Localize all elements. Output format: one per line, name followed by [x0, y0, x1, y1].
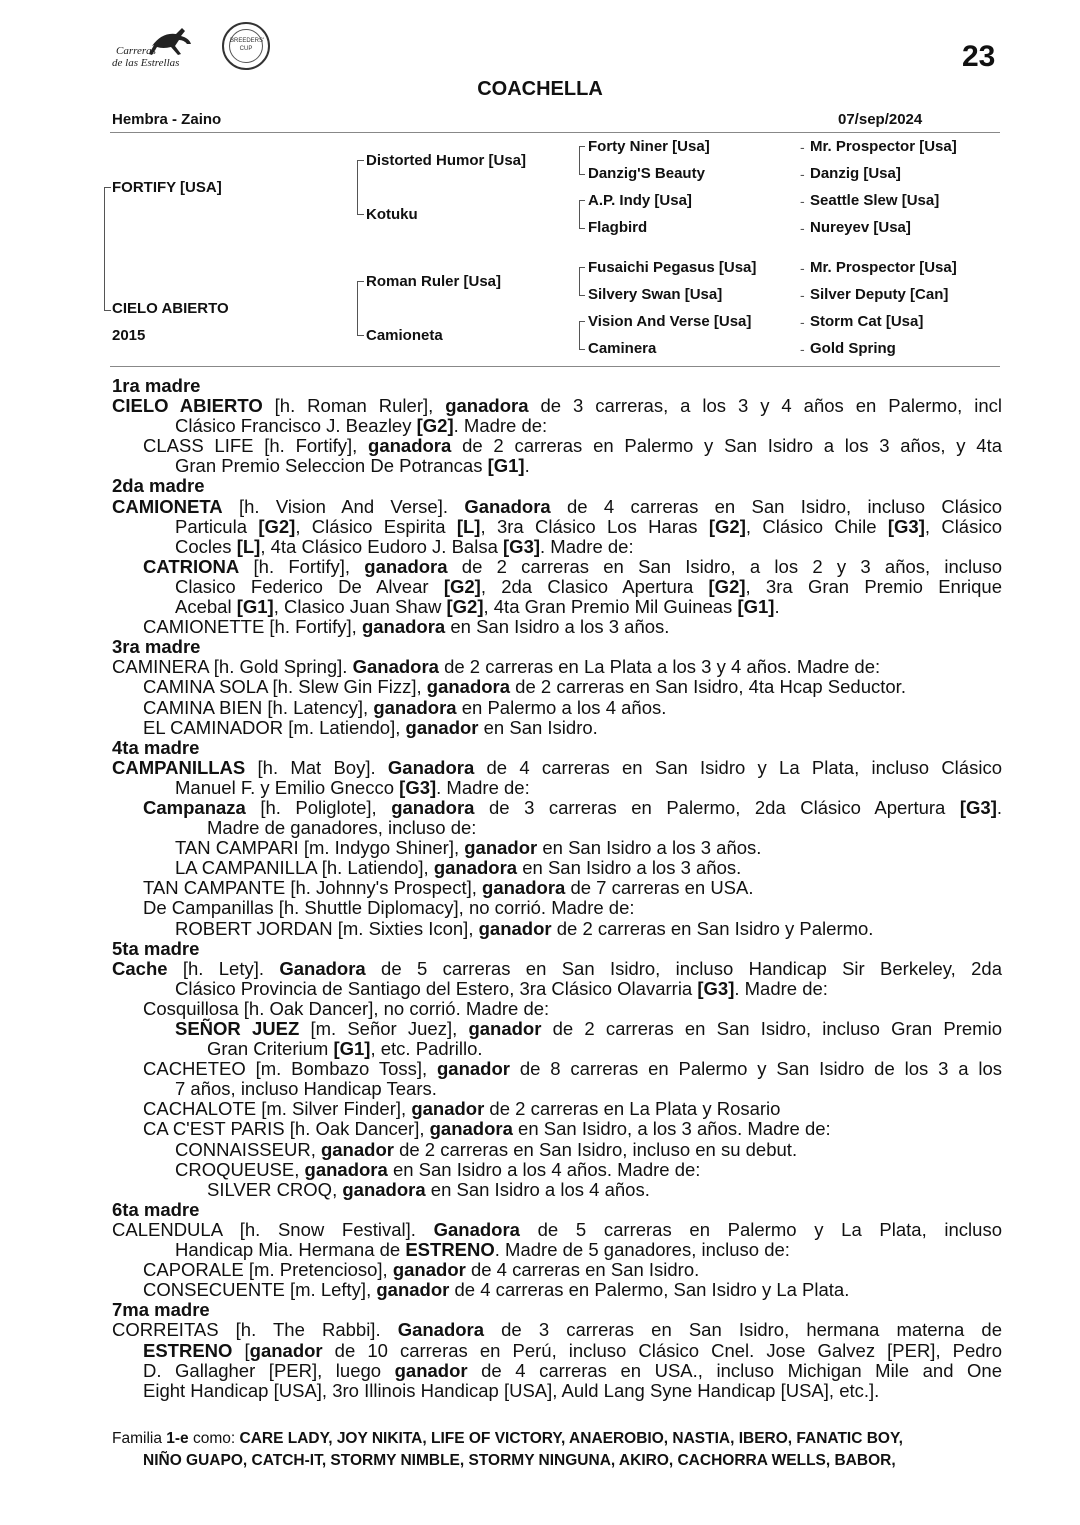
bracket-gen3 — [579, 146, 585, 175]
section-heading: 1ra madre — [112, 375, 201, 396]
bracket-gen3 — [579, 200, 585, 229]
section-heading: 7ma madre — [112, 1299, 210, 1321]
produce-entry: TAN CAMPARI [m. Indygo Shiner], ganador en San Isidro a los 3 años. — [175, 837, 762, 859]
produce-entry: CONSECUENTE [m. Lefty], ganador de 4 carreras en Palermo, San Isidro y La Plata. — [143, 1279, 850, 1301]
produce-entry: CROQUEUSE, ganadora en San Isidro a los 4 años. Madre de: — [175, 1158, 701, 1180]
dam-entry: CIELO ABIERTO [h. Roman Ruler], ganadora de 3 carreras, a los 3 y 4 años en Palermo, incl — [112, 395, 1002, 417]
pedigree-gen3: Fusaichi Pegasus [Usa] — [588, 259, 757, 276]
bracket-gen3 — [579, 267, 585, 296]
dam-entry-cont: Manuel F. y Emilio Gnecco [G3]. Madre de: — [175, 776, 530, 798]
pedigree-gen3: Danzig'S Beauty — [588, 165, 705, 182]
logo-text-bottom: de las Estrellas — [112, 57, 180, 69]
pedigree-dam: CIELO ABIERTO — [112, 300, 229, 317]
horse-name: COACHELLA — [477, 78, 603, 100]
produce-entry: CAMINA SOLA [h. Slew Gin Fizz], ganadora de 2 carreras en San Isidro, 4ta Hcap Seductor. — [143, 676, 906, 698]
section-heading: 6ta madre — [112, 1198, 200, 1220]
page-number: 23 — [962, 40, 996, 73]
pedigree-gen3: Vision And Verse [Usa] — [588, 313, 752, 330]
pedigree-sire: FORTIFY [USA] — [112, 179, 222, 196]
sex-color: Hembra - Zaino — [112, 111, 222, 128]
pedigree-gen2: Camioneta — [366, 327, 443, 344]
section-heading: 4ta madre — [112, 736, 200, 758]
produce-entry: CACHALOTE [m. Silver Finder], ganador de 2 carreras en La Plata y Rosario — [143, 1098, 781, 1120]
produce-entry: SILVER CROQ, ganadora en San Isidro a los 4 años. — [207, 1178, 650, 1200]
pedigree-gen2: Distorted Humor [Usa] — [366, 152, 527, 169]
logo-text-top: Carreras — [116, 45, 156, 57]
produce-entry: De Campanillas [h. Shuttle Diplomacy], no corrió. Madre de: — [143, 897, 635, 919]
pedigree-divider — [110, 366, 1000, 367]
produce-entry: CAMINA BIEN [h. Latency], ganadora en Palermo a los 4 años. — [143, 696, 667, 718]
produce-entry: CA C'EST PARIS [h. Oak Dancer], ganadora en San Isidro, a los 3 años. Madre de: — [143, 1118, 831, 1140]
pedigree-gen3: Caminera — [588, 340, 657, 357]
produce-entry: CAMIONETTE [h. Fortify], ganadora en San Isidro a los 3 años. — [143, 616, 670, 638]
bracket-gen3 — [579, 321, 585, 350]
pedigree-dam-year: 2015 — [112, 327, 146, 344]
family-members: CARE LADY, JOY NIKITA, LIFE OF VICTORY, ANAEROBIO, NASTIA, IBERO, FANATIC BOY, — [239, 1430, 903, 1447]
breeders-cup-badge — [222, 22, 270, 70]
dam-entry: CALENDULA [h. Snow Festival]. Ganadora de 5 carreras en Palermo y La Plata, incluso — [112, 1218, 1002, 1240]
pedigree-gen4: Mr. Prospector [Usa] — [810, 259, 957, 276]
pedigree-gen3: Silvery Swan [Usa] — [588, 286, 723, 303]
family-line-1: Familia 1-e como: CARE LADY, JOY NIKITA, LIFE OF VICTORY, ANAEROBIO, NASTIA, IBERO, FANATIC BOY, — [112, 1430, 903, 1447]
produce-entry: SEÑOR JUEZ [m. Señor Juez], ganador de 2 carreras en San Isidro, incluso Gran Premio — [175, 1018, 1002, 1039]
produce-entry: CATRIONA [h. Fortify], ganadora de 2 carreras en San Isidro, a los 2 y 3 años, incluso — [143, 555, 1002, 577]
sire-dam-bracket — [104, 187, 111, 311]
section-heading: 3ra madre — [112, 636, 201, 658]
produce-entry: EL CAMINADOR [m. Latiendo], ganador en San Isidro. — [143, 716, 598, 738]
produce-entry: Cosquillosa [h. Oak Dancer], no corrió. Madre de: — [143, 997, 550, 1019]
pedigree-gen2: Kotuku — [366, 206, 418, 223]
dam-entry: CAMIONETA [h. Vision And Verse]. Ganadora de 4 carreras en San Isidro, incluso Clásico — [112, 495, 1003, 517]
pedigree-gen4: Seattle Slew [Usa] — [810, 192, 940, 209]
header-divider — [110, 132, 1000, 133]
produce-entry: Campanaza [h. Poliglote], ganadora de 3 carreras en Palermo, 2da Clásico Apertura [G3]. — [143, 796, 1002, 818]
dam-entry: CAMINERA [h. Gold Spring]. Ganadora de 2 carreras en La Plata a los 3 y 4 años. Madre de: — [112, 656, 881, 678]
dam-entry-cont: Clásico Provincia de Santiago del Estero, 3ra Clásico Olavarria [G3]. Madre de: — [175, 977, 828, 999]
produce-entry: CONNAISSEUR, ganador de 2 carreras en San Isidro, incluso en su debut. — [175, 1138, 798, 1160]
pedigree-gen3: A.P. Indy [Usa] — [588, 192, 692, 209]
bracket-gen2-a — [357, 160, 364, 215]
dam-entry-cont: D. Gallagher [PER], luego ganador de 4 carreras en USA., incluso Michigan Mile and One — [143, 1359, 1002, 1381]
dam-entry-cont: Clásico Francisco J. Beazley [G2]. Madre de: — [175, 415, 548, 437]
produce-entry-cont: Acebal [G1], Clasico Juan Shaw [G2], 4ta Gran Premio Mil Guineas [G1]. — [175, 596, 780, 618]
pedigree-gen3: Flagbird — [588, 219, 648, 236]
produce-entry: TAN CAMPANTE [h. Johnny's Prospect], ganadora de 7 carreras en USA. — [143, 877, 754, 899]
produce-entry: CLASS LIFE [h. Fortify], ganadora de 2 carreras en Palermo y San Isidro a los 3 años, y 4ta — [143, 435, 1002, 457]
produce-entry: CACHETEO [m. Bombazo Toss], ganador de 8 carreras en Palermo y San Isidro de los 3 a los — [143, 1058, 1002, 1080]
dam-entry-cont: ESTRENO [ganador de 10 carreras en Perú, incluso Clásico Cnel. Jose Galvez [PER], Pedro — [143, 1339, 1003, 1361]
dam-entry-cont: Eight Handicap [USA], 3ro Illinois Handicap [USA], Auld Lang Syne Handicap [USA], etc.]. — [143, 1379, 880, 1401]
produce-entry-cont: Clasico Federico De Alvear [G2], 2da Clasico Apertura [G2], 3ra Gran Premio Enrique — [175, 575, 1002, 597]
dam-entry: CAMPANILLAS [h. Mat Boy]. Ganadora de 4 carreras en San Isidro y La Plata, incluso Clásico — [112, 756, 1002, 778]
produce-entry-cont: Gran Premio Seleccion De Potrancas [G1]. — [175, 455, 530, 477]
dam-entry-cont: Handicap Mia. Hermana de ESTRENO. Madre de 5 ganadores, incluso de: — [175, 1239, 790, 1261]
produce-entry: ROBERT JORDAN [m. Sixties Icon], ganador de 2 carreras en San Isidro y Palermo. — [175, 917, 874, 939]
maternal-line — [112, 376, 1002, 1401]
produce-entry: CAPORALE [m. Pretencioso], ganador de 4 carreras en San Isidro. — [143, 1259, 700, 1281]
pedigree-gen4: Mr. Prospector [Usa] — [810, 138, 957, 155]
pedigree-gen3: Forty Niner [Usa] — [588, 138, 710, 155]
pedigree-gen4: Gold Spring — [810, 340, 896, 357]
produce-entry-cont: 7 años, incluso Handicap Tears. — [175, 1078, 437, 1100]
produce-entry-cont: Gran Criterium [G1], etc. Padrillo. — [207, 1038, 483, 1060]
dam-entry-cont: Particula [G2], Clásico Espirita [L], 3ra Clásico Los Haras [G2], Clásico Chile [G3], Clásico — [175, 515, 1002, 537]
family-footer — [112, 1428, 1002, 1472]
dam-entry-cont: Cocles [L], 4ta Clásico Eudoro J. Balsa [G3]. Madre de: — [175, 535, 634, 557]
report-date: 07/sep/2024 — [838, 111, 923, 128]
family-members: NIÑO GUAPO, CATCH-IT, STORMY NIMBLE, STORMY NINGUNA, AKIRO, CACHORRA WELLS, BABOR, — [143, 1452, 896, 1469]
pedigree-gen4: Storm Cat [Usa] — [810, 313, 924, 330]
dam-entry: Cache [h. Lety]. Ganadora de 5 carreras en San Isidro, incluso Handicap Sir Berkeley, 2da — [112, 957, 1002, 979]
pedigree-gen4: Nureyev [Usa] — [810, 219, 911, 236]
badge-label: BREEDERS' CUP — [229, 29, 263, 63]
pedigree-gen4: Danzig [Usa] — [810, 165, 901, 182]
dam-entry: CORREITAS [h. The Rabbi]. Ganadora de 3 carreras en San Isidro, hermana materna de — [112, 1319, 1002, 1341]
produce-entry: LA CAMPANILLA [h. Latiendo], ganadora en San Isidro a los 3 años. — [175, 857, 742, 879]
produce-entry-cont: Madre de ganadores, incluso de: — [207, 817, 477, 839]
family-line-2 — [112, 1450, 1002, 1472]
family-code: 1-e — [166, 1430, 189, 1447]
section-heading: 5ta madre — [112, 937, 200, 959]
pedigree-gen4: Silver Deputy [Can] — [810, 286, 949, 303]
section-heading: 2da madre — [112, 475, 205, 497]
pedigree-gen2: Roman Ruler [Usa] — [366, 273, 502, 290]
bracket-gen2-b — [357, 281, 364, 336]
